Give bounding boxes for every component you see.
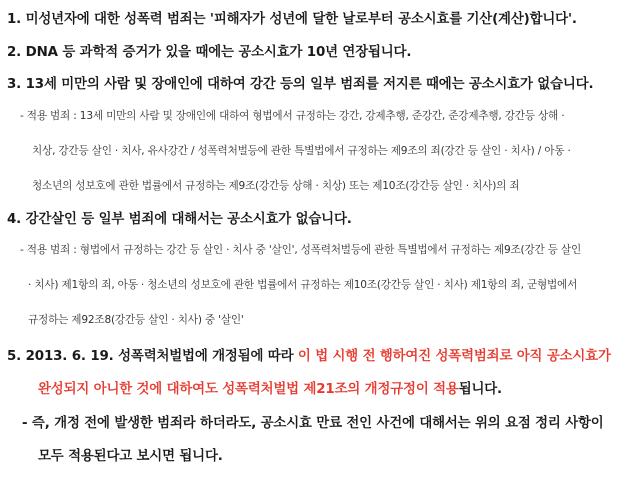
item-3-sub-line-2: 치상, 강간등 살인 · 치사, 유사강간 / 성폭력처벌등에 관한 특별법에서 규정하는 제9조의 죄(강간 등 살인 · 치사) / 아동 ·: [32, 145, 571, 157]
item-5-line-1: [7, 345, 611, 364]
item-4-text: 4. 강간살인 등 일부 범죄에 대해서는 공소시효가 없습니다.: [7, 212, 352, 227]
item-5-note-line-1: - 즉, 개정 전에 발생한 범죄라 하더라도, 공소시효 만료 전인 사건에 대해서는 위의 요점 정리 사항이: [22, 416, 604, 431]
item-5-line-1-black: 5. 2013. 6. 19. 성폭력처벌법에 개정됨에 따라: [7, 349, 298, 364]
item-1-text: 1. 미성년자에 대한 성폭력 범죄는 '피해자가 성년에 달한 날로부터 공소시효를 기산(계산)합니다'.: [7, 12, 577, 27]
item-3-sub-line-1: - 적용 범죄 : 13세 미만의 사람 및 장애인에 대하여 형법에서 규정하는 강간, 강제추행, 준강간, 준강제추행, 강간등 상해 ·: [20, 110, 565, 122]
item-5-line-2-black: 됩니다.: [458, 382, 502, 397]
item-2-text: 2. DNA 등 과학적 증거가 있을 때에는 공소시효가 10년 연장됩니다.: [7, 45, 412, 60]
item-5-line-1-highlight: 이 법 시행 전 행하여진 성폭력범죄로 아직 공소시효가: [297, 349, 611, 364]
item-4-sub-line-1: - 적용 범죄 : 형법에서 규정하는 강간 등 살인 · 치사 중 '살인', 성폭력처벌등에 관한 특별법에서 규정하는 제9조(강간 등 살인: [20, 244, 581, 256]
item-5-note-line-2: 모두 적용된다고 보시면 됩니다.: [38, 449, 223, 464]
item-5-line-2-highlight: 완성되지 아니한 것에 대하여도 성폭력처벌법 제21조의 개정규정이 적용: [38, 382, 459, 397]
item-3-text: 3. 13세 미만의 사람 및 장애인에 대하여 강간 등의 일부 범죄를 저지른 때에는 공소시효가 없습니다.: [7, 77, 594, 92]
item-4-sub-line-2: · 치사) 제1항의 죄, 아동 · 청소년의 성보호에 관한 법률에서 규정하는 제10조(강간등 살인 · 치사) 제1항의 죄, 군형법에서: [28, 279, 578, 291]
item-4-sub-line-3: 규정하는 제92조8(강간등 살인 · 치사) 중 '살인': [28, 314, 244, 326]
item-3-sub-line-3: 청소년의 성보호에 관한 법률에서 규정하는 제9조(강간등 상해 · 치상) 또는 제10조(강간등 살인 · 치사)의 죄: [32, 180, 520, 192]
item-5-line-2: [38, 378, 502, 397]
